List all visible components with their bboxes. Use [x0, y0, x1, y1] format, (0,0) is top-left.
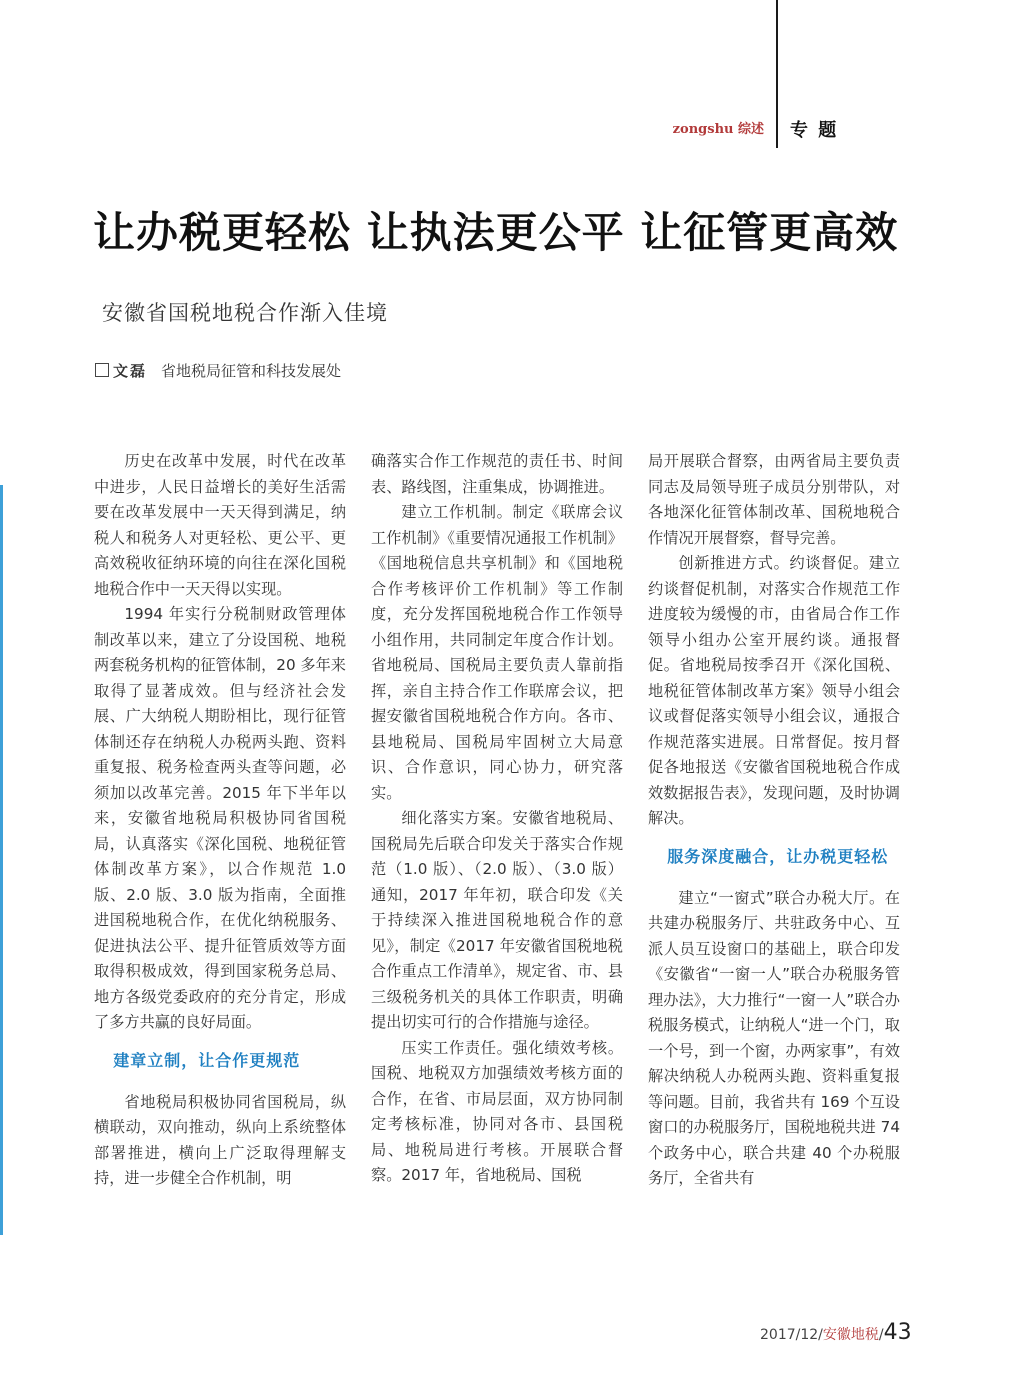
paragraph: 创新推进方式。约谈督促。建立约谈督促机制，对落实合作规范工作进度较为缓慢的市，由省局合作工作领导小组办公室开展约谈。通报督促。省地税局按季召开《深化国税、地税征管体制改革方案》领导小组会议或督促落实领导小组会议，通报合作规范落实进展。日常督促。按月督促各地报送《安徽省国税地税合作成效数据报告表》，发现问题，及时协调解决。 — [648, 554, 900, 827]
column-2 — [371, 449, 623, 1189]
page-number: 43 — [883, 1320, 912, 1345]
byline — [95, 360, 341, 381]
paragraph: 确落实合作工作规范的责任书、时间表、路线图，注重集成，协调推进。 — [371, 452, 623, 496]
footer-date: 2017/12/ — [760, 1327, 823, 1343]
paragraph: 压实工作责任。强化绩效考核。国税、地税双方加强绩效考核方面的合作，在省、市局层面，双方协同制定考核标准，协同对各市、县国税局、地税局进行考核。开展联合督察。2017 年，省地税局、国税 — [371, 1038, 623, 1184]
byline-box-icon — [95, 363, 109, 377]
column-3 — [648, 449, 900, 1192]
paragraph: 省地税局积极协同省国税局，纵横联动，双向推动，纵向上系统整体部署推进，横向上广泛取得理解支持，进一步健全合作机制，明 — [94, 1092, 346, 1187]
paragraph: 建立工作机制。制定《联席会议工作机制》《重要情况通报工作机制》《国地税信息共享机制》和《国地税合作考核评价工作机制》等工作制度，充分发挥国税地税合作工作领导小组作用，共同制定年度合作计划。省地税局、国税局主要负责人靠前指挥，亲自主持合作工作联席会议，把握安徽省国税地税合作方向。各市、县地税局、国税局牢固树立大局意识、合作意识，同心协力，研究落实。 — [371, 503, 623, 802]
section-label-cn: 专 题 — [790, 120, 839, 141]
article-title: 让办税更轻松 让执法更公平 让征管更高效 — [93, 208, 899, 257]
paragraph: 局开展联合督察，由两省局主要负责同志及局领导班子成员分别带队，对各地深化征管体制改革、国税地税合作情况开展督察，督导完善。 — [648, 452, 900, 547]
footer-publication: 安徽地税 — [822, 1327, 879, 1343]
author-name: 文磊 — [113, 362, 148, 380]
article-subtitle: 安徽省国税地税合作渐入佳境 — [102, 301, 388, 325]
header-divider — [776, 0, 778, 148]
section-heading: 服务深度融合，让办税更轻松 — [667, 846, 889, 866]
left-edge-bar — [0, 485, 3, 1235]
section-heading: 建章立制，让合作更规范 — [113, 1050, 301, 1070]
paragraph: 建立“一窗式”联合办税大厅。在共建办税服务厅、共驻政务中心、互派人员互设窗口的基础上，联合印发《安徽省“一窗一人”联合办税服务管理办法》，大力推行“一窗一人”联合办税服务模式，让纳税人“进一个门，取一个号，到一个窗，办两家事”，有效解决纳税人办税两头跑、资料重复报等问题。目前，我省共有 169 个互设窗口的办税服务厅，国税地税共进 74 个政务中心，联合共建 40 个办税服务厅，全省共有 — [648, 888, 900, 1187]
column-1 — [94, 449, 346, 1192]
paragraph: 1994 年实行分税制财政管理体制改革以来，建立了分设国税、地税两套税务机构的征管体制，20 多年来取得了显著成效。但与经济社会发展、广大纳税人期盼相比，现行征管体制还存在纳税人办税两头跑、资料重复报、税务检查两头查等问题，必须加以改革完善。2015 年下半年以来，安徽省地税局积极协同省国税局，认真落实《深化国税、地税征管体制改革方案》，以合作规范 1.0 版、2.0 版、3.0 版为指南，全面推进国税地税合作，在优化纳税服务、促进执法公平、提升征管质效等方面取得积极成效，得到国家税务总局、地方各级党委政府的充分肯定，形成了多方共赢的良好局面。 — [94, 605, 346, 1031]
footer-slash: / — [878, 1327, 884, 1343]
author-unit: 省地税局征管和科技发展处 — [161, 362, 342, 380]
paragraph: 历史在改革中发展，时代在改革中进步，人民日益增长的美好生活需要在改革发展中一天天得到满足，纳税人和税务人对更轻松、更公平、更高效税收征纳环境的向往在深化国税地税合作中一天天得以实现。 — [94, 452, 346, 598]
page-footer — [760, 1320, 912, 1345]
section-label-en: zongshu 综述 — [672, 122, 764, 137]
paragraph: 细化落实方案。安徽省地税局、国税局先后联合印发关于落实合作规范（1.0 版）、（2.0 版）、（3.0 版）通知，2017 年年初，联合印发《关于持续深入推进国税地税合作的意见》，制定《2017 年安徽省国税地税合作重点工作清单》，规定省、市、县三级税务机关的具体工作职责，明确提出切实可行的合作措施与途径。 — [371, 809, 623, 1031]
